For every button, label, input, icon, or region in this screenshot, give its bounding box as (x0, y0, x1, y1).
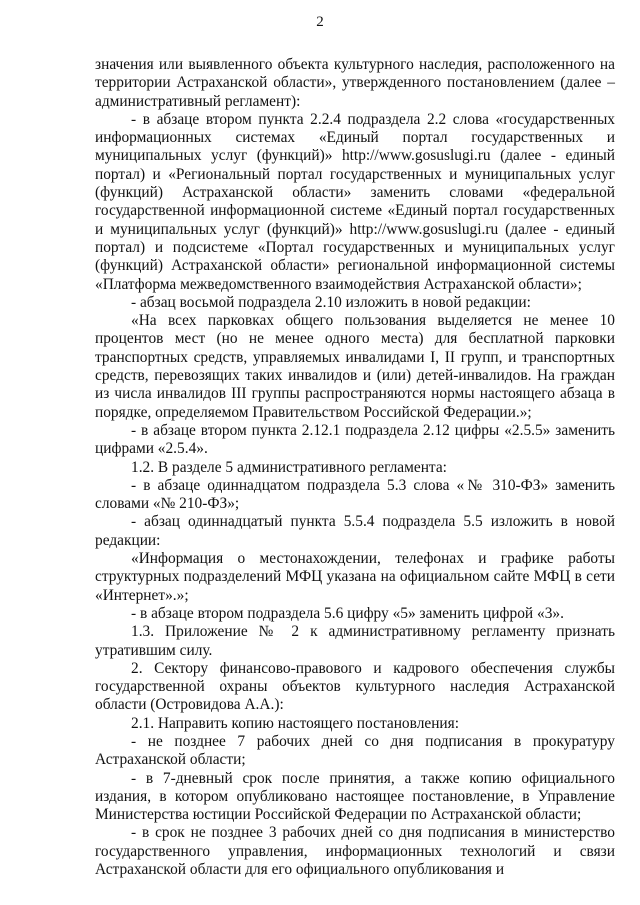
paragraph: - абзац восьмой подраздела 2.10 изложить в новой редакции: (131, 293, 531, 311)
paragraph: значения или выявленного объекта культурного наследия, расположенного на территории Астраханской области», утвержденного постановлением (далее – административный регламент): (95, 56, 615, 110)
paragraph: «Информация о местонахождении, телефонах и графике работы структурных подразделений МФЦ указана на официальном сайте МФЦ в сети «Интернет».»; (95, 550, 615, 604)
page-number: 2 (316, 14, 324, 30)
paragraph: - в 7-дневный срок после принятия, а также копию официального издания, в котором опубликовано настоящее постановление, в Управление Министерства юстиции Российской Федерации по Астраханской области; (95, 769, 615, 824)
paragraph: «На всех парковках общего пользования выделяется не менее 10 процентов мест (но не менее одного места) для бесплатной парковки транспортных средств, управляемых инвалидами I, II групп, и транспортных средств, перевозящих таких инвалидов и (или) детей-инвалидов. На граждан из числа инвалидов III группы распространяются нормы настоящего абзаца в порядке, определяемом Правительством Российской Федерации.»; (95, 312, 615, 421)
paragraph: 1.3. Приложение № 2 к административному регламенту признать утратившим силу. (95, 623, 615, 659)
paragraph: - в абзаце втором подраздела 5.6 цифру «5» заменить цифрой «3». (131, 604, 564, 622)
paragraph: - в абзаце одиннадцатом подраздела 5.3 слова «№ 310-ФЗ» заменить словами «№ 210-ФЗ»; (95, 476, 615, 513)
paragraph: 2.1. Направить копию настоящего постановления: (131, 714, 460, 732)
paragraph: - абзац одиннадцатый пункта 5.5.4 подраздела 5.5 изложить в новой редакции: (95, 513, 615, 549)
paragraph: - не позднее 7 рабочих дней со дня подписания в прокуратуру Астраханской области; (95, 732, 615, 769)
document-body (95, 56, 615, 879)
paragraph: 1.2. В разделе 5 административного регламента: (131, 458, 447, 476)
paragraph: - в абзаце втором пункта 2.2.4 подраздела 2.2 слова «государственных информационных системах «Единый портал государственных и муниципальных услуг (функций)» http://www.gosuslugi.ru (далее - единый портал) и «Региональный портал государственных и муниципальных услуг (функций) Астраханской области» заменить словами «федеральной государственной информационной системе «Единый портал государственных и муниципальных услуг (функций)» http://www.gosuslugi.ru (далее - единый портал) и подсистеме «Портал государственных и муниципальных услуг (функций) Астраханской области» региональной информационной системы «Платформа межведомственного взаимодействия Астраханской области»; (95, 110, 615, 293)
paragraph: - в срок не позднее 3 рабочих дней со дня подписания в министерство государственного управления, информационных технологий и связи Астраханской области для его официального опубликования и (95, 824, 615, 879)
paragraph: - в абзаце втором пункта 2.12.1 подраздела 2.12 цифры «2.5.5» заменить цифрами «2.5.4». (95, 421, 615, 458)
paragraph: 2. Сектору финансово-правового и кадрового обеспечения службы государственной охраны объектов культурного наследия Астраханской области (Островидова А.А.): (95, 659, 615, 714)
